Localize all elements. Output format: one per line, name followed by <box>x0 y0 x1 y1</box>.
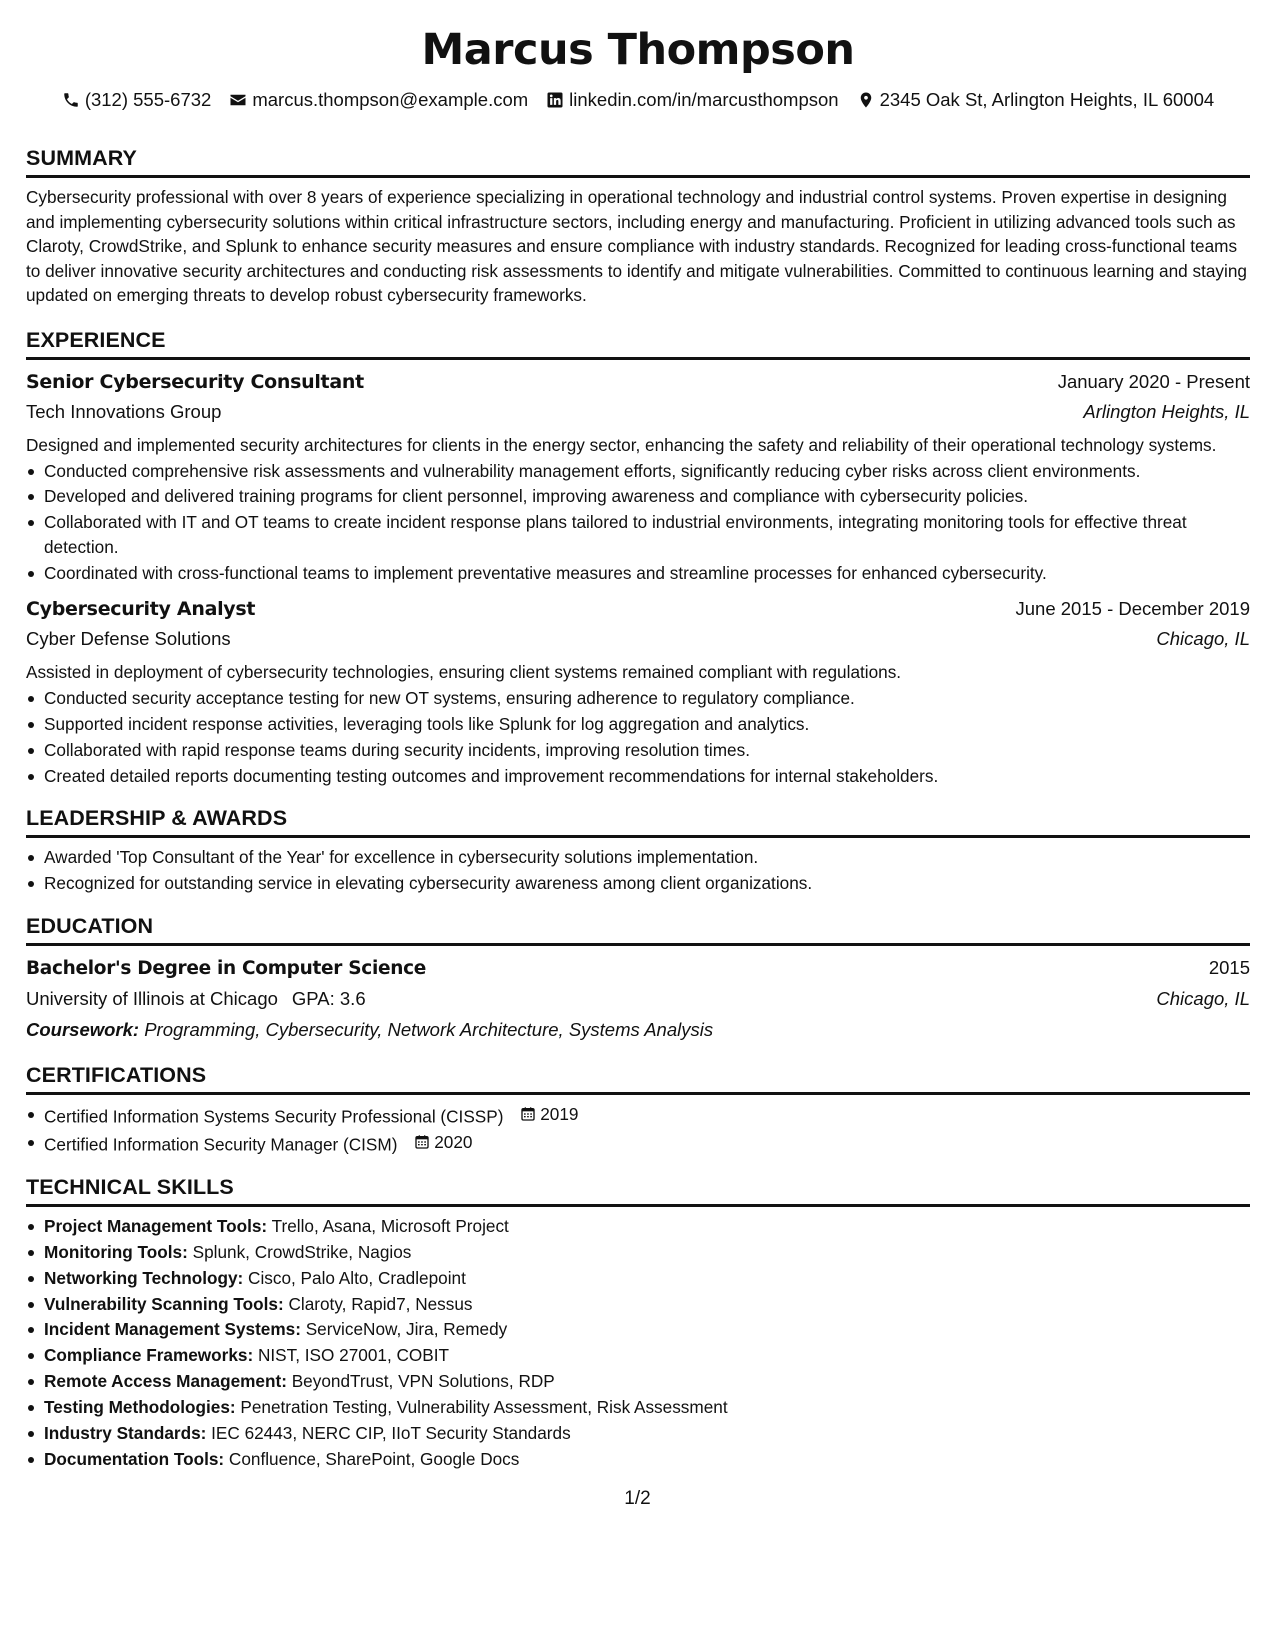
leadership-section <box>26 804 1250 895</box>
skill-value: Confluence, SharePoint, Google Docs <box>228 1448 520 1469</box>
school-name: University of Illinois at Chicago <box>26 987 278 1009</box>
cert-year <box>414 1130 472 1155</box>
job-description: Designed and implemented security architectures for clients in the energy sector, enhancing the safety and reliability of their operational technology systems. <box>26 434 1217 455</box>
list-item <box>26 1395 1250 1420</box>
job-company: Cyber Defense Solutions <box>26 628 231 650</box>
section-title-experience: EXPERIENCE <box>26 327 166 352</box>
job-location: Chicago, IL <box>1156 628 1250 650</box>
linkedin-icon <box>546 91 564 109</box>
job-dates: June 2015 - December 2019 <box>1015 598 1250 620</box>
experience-section <box>26 326 1250 788</box>
skill-value: Splunk, CrowdStrike, Nagios <box>192 1241 412 1262</box>
candidate-name: Marcus Thompson <box>421 25 855 75</box>
section-title-summary: SUMMARY <box>26 146 137 170</box>
list-item: Coordinated with cross-functional teams to implement preventative measures and streamline processes for enhanced cybersecurity. <box>26 561 1250 586</box>
graduation-year: 2015 <box>1208 956 1250 978</box>
list-item <box>26 1292 1250 1317</box>
contact-linkedin[interactable] <box>546 88 838 112</box>
section-divider <box>26 175 1250 178</box>
cert-year-text: 2019 <box>540 1103 579 1124</box>
coursework <box>26 1015 1250 1045</box>
job-bullets <box>26 686 1250 788</box>
skill-label: Project Management Tools: <box>44 1215 268 1236</box>
skill-value: IEC 62443, NERC CIP, IIoT Security Standards <box>211 1422 571 1443</box>
cert-name: Certified Information Systems Security Professional (CISSP) <box>44 1106 504 1127</box>
job-description: Assisted in deployment of cybersecurity technologies, ensuring client systems remained compliant with regulations. <box>26 662 902 683</box>
skill-label: Remote Access Management: <box>44 1371 287 1392</box>
list-item: Supported incident response activities, leveraging tools like Splunk for log aggregation and analytics. <box>26 712 1250 737</box>
section-divider <box>26 1204 1250 1207</box>
job-entry <box>26 594 1250 788</box>
skill-label: Vulnerability Scanning Tools: <box>44 1293 284 1314</box>
skill-label: Compliance Frameworks: <box>44 1345 254 1366</box>
cert-year <box>520 1102 578 1127</box>
skill-value: Penetration Testing, Vulnerability Assessment, Risk Assessment <box>240 1397 728 1418</box>
calendar-icon <box>520 1106 536 1122</box>
address-text: 2345 Oak St, Arlington Heights, IL 60004 <box>879 89 1215 110</box>
skill-label: Documentation Tools: <box>44 1448 225 1469</box>
section-divider <box>26 1092 1250 1095</box>
list-item <box>26 1266 1250 1291</box>
list-item: Collaborated with IT and OT teams to create incident response plans tailored to industrial environments, integrating monitoring tools for effective threat detection. <box>26 510 1250 559</box>
contact-bar <box>26 88 1250 112</box>
list-item <box>26 1343 1250 1368</box>
skill-label: Industry Standards: <box>44 1422 207 1443</box>
school-line <box>26 984 366 1014</box>
list-item <box>26 1214 1250 1239</box>
summary-section <box>26 144 1250 308</box>
linkedin-text: linkedin.com/in/marcusthompson <box>569 89 839 110</box>
list-item <box>26 1317 1250 1342</box>
skill-value: Trello, Asana, Microsoft Project <box>271 1215 509 1236</box>
section-divider <box>26 835 1250 838</box>
skill-label: Monitoring Tools: <box>44 1241 188 1262</box>
skill-label: Testing Methodologies: <box>44 1397 236 1418</box>
calendar-icon <box>414 1134 430 1150</box>
list-item <box>26 1447 1250 1472</box>
skill-value: NIST, ISO 27001, COBIT <box>257 1345 450 1366</box>
list-item: Awarded 'Top Consultant of the Year' for excellence in cybersecurity solutions implementation. <box>26 845 1250 870</box>
section-divider <box>26 943 1250 946</box>
list-item: Collaborated with rapid response teams during security incidents, improving resolution times. <box>26 738 1250 763</box>
contact-email[interactable] <box>229 88 528 112</box>
cert-year-text: 2020 <box>434 1131 473 1152</box>
skill-value: BeyondTrust, VPN Solutions, RDP <box>291 1371 555 1392</box>
list-item <box>26 1102 1250 1129</box>
email-text: marcus.thompson@example.com <box>252 89 529 110</box>
page-number: 1/2 <box>624 1488 651 1509</box>
list-item: Created detailed reports documenting testing outcomes and improvement recommendations for internal stakeholders. <box>26 764 1250 789</box>
skill-label: Networking Technology: <box>44 1267 244 1288</box>
skill-value: Cisco, Palo Alto, Cradlepoint <box>248 1267 466 1288</box>
job-company: Tech Innovations Group <box>26 400 222 422</box>
skills-list <box>26 1214 1250 1472</box>
job-title: Cybersecurity Analyst <box>26 598 256 621</box>
envelope-icon <box>229 91 247 109</box>
coursework-list: Programming, Cybersecurity, Network Architecture, Systems Analysis <box>144 1018 714 1040</box>
list-item <box>26 1369 1250 1394</box>
gpa: GPA: 3.6 <box>291 987 366 1009</box>
skill-value: ServiceNow, Jira, Remedy <box>305 1319 508 1340</box>
map-marker-icon <box>857 91 875 109</box>
list-item: Recognized for outstanding service in elevating cybersecurity awareness among client organizations. <box>26 871 1250 896</box>
section-title-skills: TECHNICAL SKILLS <box>26 1174 234 1199</box>
list-item <box>26 1130 1250 1157</box>
job-location: Arlington Heights, IL <box>1083 400 1250 422</box>
education-section <box>26 912 1250 1045</box>
list-item: Developed and delivered training programs for client personnel, improving awareness and compliance with cybersecurity policies. <box>26 484 1250 509</box>
degree-title: Bachelor's Degree in Computer Science <box>26 957 427 979</box>
list-item: Conducted comprehensive risk assessments and vulnerability management efforts, significantly reducing cyber risks across client environments. <box>26 459 1250 484</box>
certifications-section <box>26 1061 1250 1157</box>
cert-name: Certified Information Security Manager (CISM) <box>44 1134 398 1155</box>
leadership-list <box>26 845 1250 895</box>
job-bullets <box>26 459 1250 586</box>
summary-text: Cybersecurity professional with over 8 years of experience specializing in operational technology and industrial control systems. Proven expertise in designing and implementing cybersecurity solutions within critical infrastructure sectors, including energy and manufacturing. Proficient in utilizing advanced tools such as Claroty, CrowdStrike, and Splunk to enhance security measures and ensure compliance with industry standards. Recognized for leading cross-functional teams to deliver innovative security architectures and conducting risk assessments to identify and mitigate vulnerabilities. Committed to continuous learning and staying updated on emerging threats to develop robust cybersecurity frameworks. <box>26 187 1247 306</box>
skill-label: Incident Management Systems: <box>44 1319 301 1340</box>
list-item <box>26 1240 1250 1265</box>
job-entry <box>26 367 1250 585</box>
phone-icon <box>62 91 80 109</box>
job-title: Senior Cybersecurity Consultant <box>26 370 364 393</box>
section-divider <box>26 357 1250 360</box>
list-item: Conducted security acceptance testing for new OT systems, ensuring adherence to regulatory compliance. <box>26 686 1250 711</box>
job-dates: January 2020 - Present <box>1057 370 1250 392</box>
section-title-leadership: LEADERSHIP & AWARDS <box>26 806 288 831</box>
coursework-label: Coursework: <box>26 1018 140 1040</box>
contact-address <box>857 88 1215 112</box>
section-title-certifications: CERTIFICATIONS <box>26 1062 207 1087</box>
certifications-list <box>26 1102 1250 1157</box>
list-item <box>26 1421 1250 1446</box>
school-location: Chicago, IL <box>1156 987 1250 1009</box>
phone-text: (312) 555-6732 <box>84 89 212 110</box>
contact-phone[interactable] <box>62 88 212 112</box>
resume-page <box>26 0 1250 1473</box>
skill-value: Claroty, Rapid7, Nessus <box>288 1293 473 1314</box>
skills-section <box>26 1173 1250 1472</box>
section-title-education: EDUCATION <box>26 913 154 938</box>
